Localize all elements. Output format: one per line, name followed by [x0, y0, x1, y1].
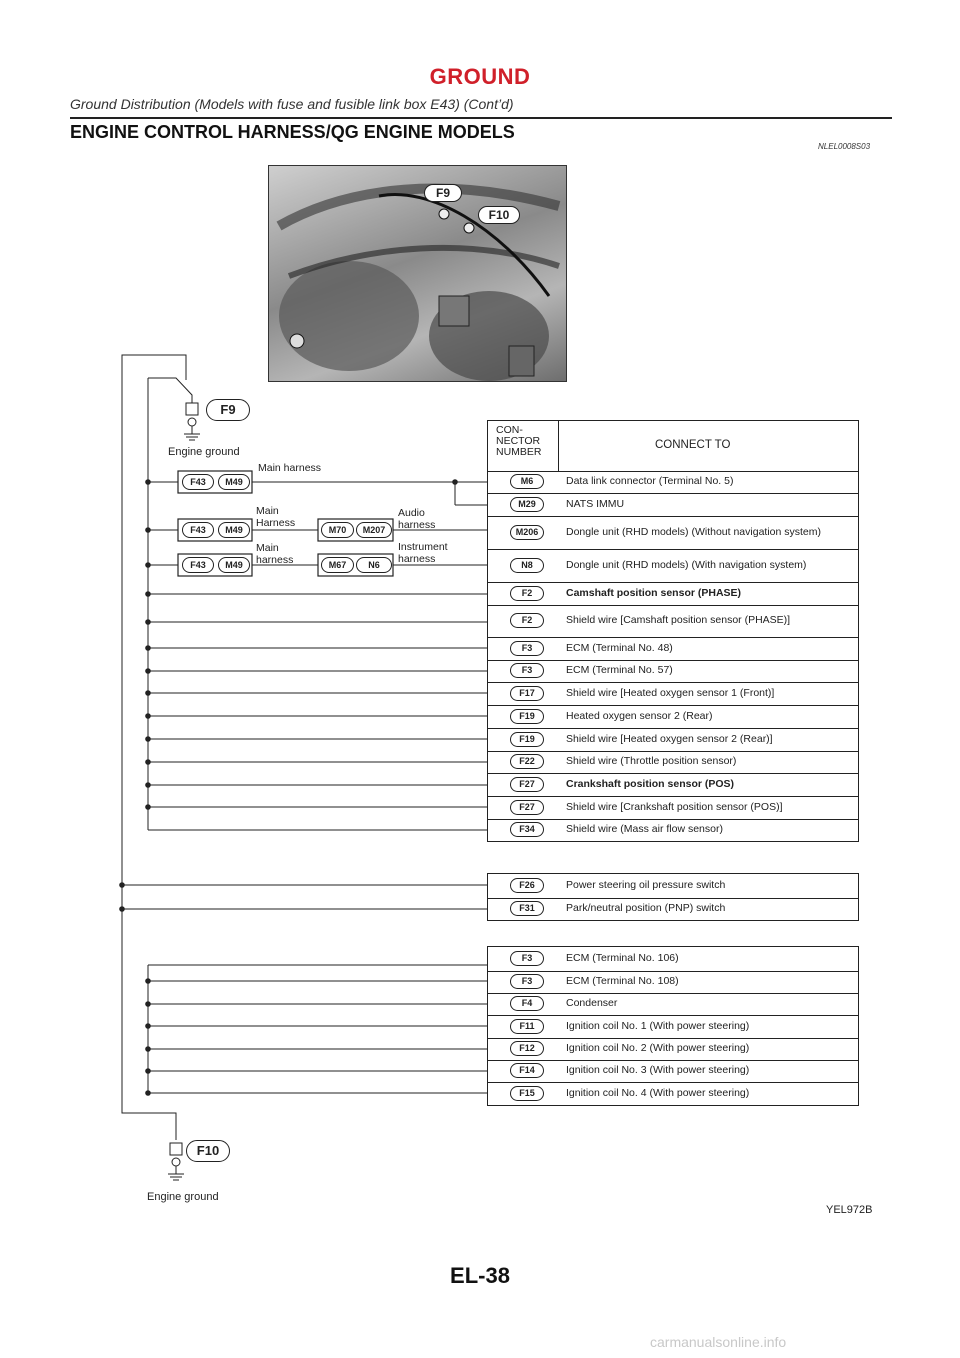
connector-code: F3: [510, 641, 544, 656]
label-main-harness-1: Main harness: [258, 462, 322, 474]
table-row: [487, 1060, 859, 1083]
column-header-connect-to: CONNECT TO: [655, 439, 731, 451]
connector-code: F12: [510, 1041, 544, 1056]
connector-code: F19: [510, 709, 544, 724]
table-row: [487, 660, 859, 683]
section-code: NLEL0008S03: [818, 142, 871, 151]
table-row: [487, 705, 859, 729]
table-row: [487, 751, 859, 774]
connect-to-description: Ignition coil No. 4 (With power steering): [566, 1087, 750, 1099]
label-main-harness-3a: Main: [256, 542, 279, 554]
section-title: ENGINE CONTROL HARNESS/QG ENGINE MODELS: [70, 122, 515, 142]
column-header-line1: CON-: [496, 424, 523, 436]
connector-code: F3: [510, 663, 544, 678]
connector-code: F4: [510, 996, 544, 1011]
ground-label-f9: Engine ground: [168, 446, 240, 458]
connector-f43-1: F43: [182, 474, 214, 490]
connector-code: F17: [510, 686, 544, 701]
label-main-harness-2b: Harness: [256, 517, 296, 529]
connect-to-description: Dongle unit (RHD models) (Without navigation system): [566, 526, 822, 538]
connector-f43-3: F43: [182, 557, 214, 573]
table-row: [487, 819, 859, 842]
table-row: [487, 493, 859, 517]
ground-label-f10: Engine ground: [147, 1191, 219, 1203]
connector-f43-2: F43: [182, 522, 214, 538]
connector-code: F3: [510, 951, 544, 966]
connector-n6: N6: [356, 557, 392, 573]
connector-m70: M70: [321, 522, 354, 538]
connector-m49-2: M49: [218, 522, 250, 538]
connect-to-description: Shield wire [Heated oxygen sensor 1 (Front)]: [566, 687, 775, 699]
figure-id: YEL972B: [826, 1204, 873, 1216]
connect-to-description: Condenser: [566, 997, 618, 1009]
label-main-harness-2a: Main: [256, 505, 279, 517]
connect-to-description: Crankshaft position sensor (POS): [566, 778, 735, 790]
connector-code: F27: [510, 777, 544, 792]
ground-tag-f9: F9: [206, 399, 250, 421]
column-divider: [558, 421, 559, 471]
connect-to-description: Dongle unit (RHD models) (With navigation system): [566, 559, 807, 571]
photo-tag-f10: F10: [478, 206, 520, 224]
connector-m49-3: M49: [218, 557, 250, 573]
connector-code: M6: [510, 474, 544, 489]
table-row: [487, 1082, 859, 1106]
connector-code: F14: [510, 1063, 544, 1078]
connector-m207: M207: [356, 522, 392, 538]
connector-code: F19: [510, 732, 544, 747]
table-row: [487, 605, 859, 638]
label-audio-harness-a: Audio: [398, 507, 425, 519]
connector-code: M206: [510, 525, 544, 540]
connector-code: F11: [510, 1019, 544, 1034]
connect-to-description: ECM (Terminal No. 48): [566, 642, 673, 654]
connect-to-description: Ignition coil No. 1 (With power steering): [566, 1020, 750, 1032]
page-title: GROUND: [429, 64, 531, 89]
connect-to-description: ECM (Terminal No. 106): [566, 952, 679, 964]
connector-code: F31: [510, 901, 544, 916]
connector-code: F27: [510, 800, 544, 815]
connect-to-description: Ignition coil No. 3 (With power steering): [566, 1064, 750, 1076]
table-row: [487, 549, 859, 583]
table-row: [487, 946, 859, 972]
connect-to-description: Data link connector (Terminal No. 5): [566, 475, 734, 487]
connector-code: F2: [510, 613, 544, 628]
connect-to-description: Shield wire [Heated oxygen sensor 2 (Rear)]: [566, 733, 773, 745]
table-row: [487, 1038, 859, 1061]
connect-to-description: Shield wire [Crankshaft position sensor (POS)]: [566, 801, 783, 813]
page-number: EL-38: [450, 1263, 510, 1288]
connector-code: F22: [510, 754, 544, 769]
table-row: [487, 516, 859, 550]
connect-to-description: Heated oxygen sensor 2 (Rear): [566, 710, 713, 722]
connector-table-header: [487, 420, 859, 472]
label-audio-harness-b: harness: [398, 519, 436, 531]
photo-tag-f9: F9: [424, 184, 462, 202]
table-row: [487, 1015, 859, 1039]
table-row: [487, 970, 859, 994]
table-row: [487, 773, 859, 797]
column-header-connector: [496, 425, 542, 458]
table-row: [487, 682, 859, 706]
ground-tag-f10: F10: [186, 1140, 230, 1162]
connector-code: F3: [510, 974, 544, 989]
connect-to-description: Power steering oil pressure switch: [566, 879, 726, 891]
table-row: [487, 897, 859, 921]
connector-code: F15: [510, 1086, 544, 1101]
table-row: [487, 993, 859, 1016]
connector-m49-1: M49: [218, 474, 250, 490]
table-row: [487, 728, 859, 752]
page-subtitle: Ground Distribution (Models with fuse and fusible link box E43) (Cont’d): [70, 96, 514, 112]
connect-to-description: Camshaft position sensor (PHASE): [566, 587, 742, 599]
connect-to-description: ECM (Terminal No. 57): [566, 664, 673, 676]
connect-to-description: Ignition coil No. 2 (With power steering): [566, 1042, 750, 1054]
connector-m67: M67: [321, 557, 354, 573]
watermark: carmanualsonline.info: [650, 1334, 787, 1350]
table-row: [487, 470, 859, 494]
table-row: [487, 637, 859, 661]
label-main-harness-3b: harness: [256, 554, 294, 566]
connector-code: F2: [510, 586, 544, 601]
table-row: [487, 873, 859, 899]
table-row: [487, 582, 859, 606]
connect-to-description: ECM (Terminal No. 108): [566, 975, 679, 987]
connector-code: N8: [510, 558, 544, 573]
connect-to-description: Shield wire [Camshaft position sensor (PHASE)]: [566, 614, 791, 626]
label-instrument-harness-a: Instrument: [398, 541, 448, 553]
connect-to-description: Park/neutral position (PNP) switch: [566, 902, 726, 914]
connect-to-description: Shield wire (Mass air flow sensor): [566, 823, 723, 835]
connect-to-description: NATS IMMU: [566, 498, 625, 510]
table-row: [487, 796, 859, 820]
connector-code: F34: [510, 822, 544, 837]
column-header-line2: NECTOR: [496, 435, 541, 447]
connect-to-description: Shield wire (Throttle position sensor): [566, 755, 737, 767]
connector-code: M29: [510, 497, 544, 512]
label-instrument-harness-b: harness: [398, 553, 436, 565]
column-header-line3: NUMBER: [496, 446, 542, 458]
connector-code: F26: [510, 878, 544, 893]
